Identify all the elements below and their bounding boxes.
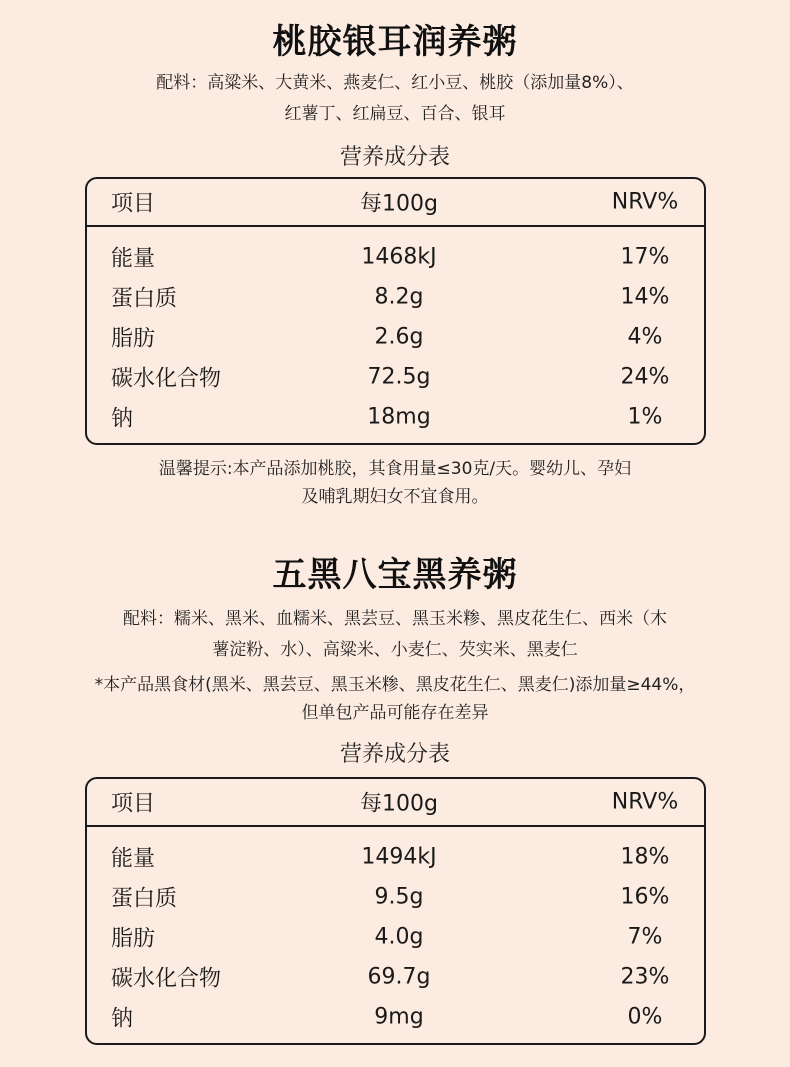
note-line: *本产品黑食材(黑米、黑芸豆、黑玉米糁、黑皮花生仁、黑麦仁)添加量≥44%， — [94, 675, 696, 695]
row-per100g: 18mg — [367, 404, 431, 430]
ingredients-line: 红薯丁、红扁豆、百合、银耳 — [284, 104, 506, 124]
header-item: 项目 — [111, 791, 156, 817]
note-line: 及哺乳期妇女不宜食用。 — [301, 487, 489, 507]
table-row — [87, 877, 704, 917]
table-row — [87, 317, 704, 357]
ingredients-line: 配料：高粱米、大黄米、燕麦仁、红小豆、桃胶（添加量8%）、 — [156, 73, 634, 93]
row-nrv: 17% — [620, 244, 670, 270]
table-row — [87, 397, 704, 437]
nutrition-table-title: 营养成分表 — [339, 742, 450, 767]
row-per100g: 8.2g — [374, 284, 424, 310]
header-nrv: NRV% — [611, 789, 679, 815]
row-nrv: 4% — [627, 324, 663, 350]
ingredients-text — [0, 604, 790, 666]
row-per100g: 2.6g — [374, 324, 424, 350]
table-row — [87, 957, 704, 997]
row-per100g: 9mg — [374, 1004, 424, 1030]
table-row — [87, 917, 704, 957]
table-row — [87, 277, 704, 317]
table-row — [87, 997, 704, 1037]
product-title: 五黑八宝黑养粥 — [272, 555, 518, 595]
row-per100g: 4.0g — [374, 924, 424, 950]
header-item: 项目 — [111, 191, 156, 217]
row-per100g: 69.7g — [367, 964, 431, 990]
row-per100g: 1468kJ — [361, 244, 437, 270]
header-per100g: 每100g — [360, 191, 438, 217]
ingredients-line: 配料：糯米、黑米、血糯米、黑芸豆、黑玉米糁、黑皮花生仁、西米（木 — [123, 609, 667, 629]
row-item: 蛋白质 — [111, 286, 178, 312]
row-per100g: 9.5g — [374, 884, 424, 910]
row-per100g: 1494kJ — [361, 844, 437, 870]
nutrition-table-title: 营养成分表 — [339, 145, 450, 170]
row-item: 脂肪 — [111, 926, 156, 952]
row-per100g: 72.5g — [367, 364, 431, 390]
row-item: 钠 — [111, 406, 134, 432]
nutrition-table-header — [87, 779, 704, 827]
header-per100g: 每100g — [360, 791, 438, 817]
nutrition-table — [85, 777, 706, 1045]
row-nrv: 14% — [620, 284, 670, 310]
nutrition-table — [85, 177, 706, 445]
note-line: 温馨提示:本产品添加桃胶，其食用量≤30克/天。婴幼儿、孕妇 — [158, 459, 632, 479]
ingredients-text — [0, 68, 790, 130]
black-ingredients-note — [0, 671, 790, 727]
row-item: 碳水化合物 — [111, 366, 222, 392]
table-row — [87, 237, 704, 277]
row-item: 能量 — [111, 846, 156, 872]
row-item: 脂肪 — [111, 326, 156, 352]
note-line: 但单包产品可能存在差异 — [301, 703, 489, 723]
nutrition-table-header — [87, 179, 704, 227]
row-item: 能量 — [111, 246, 156, 272]
row-item: 碳水化合物 — [111, 966, 222, 992]
row-nrv: 23% — [620, 964, 670, 990]
row-item: 钠 — [111, 1006, 134, 1032]
header-nrv: NRV% — [611, 189, 679, 215]
row-nrv: 18% — [620, 844, 670, 870]
row-nrv: 1% — [627, 404, 663, 430]
product-title: 桃胶银耳润养粥 — [272, 22, 518, 62]
row-nrv: 0% — [627, 1004, 663, 1030]
ingredients-line: 薯淀粉、水）、高粱米、小麦仁、芡实米、黑麦仁 — [212, 640, 578, 660]
row-nrv: 16% — [620, 884, 670, 910]
row-nrv: 24% — [620, 364, 670, 390]
row-item: 蛋白质 — [111, 886, 178, 912]
warning-note — [0, 455, 790, 511]
table-row — [87, 357, 704, 397]
table-row — [87, 837, 704, 877]
row-nrv: 7% — [627, 924, 663, 950]
